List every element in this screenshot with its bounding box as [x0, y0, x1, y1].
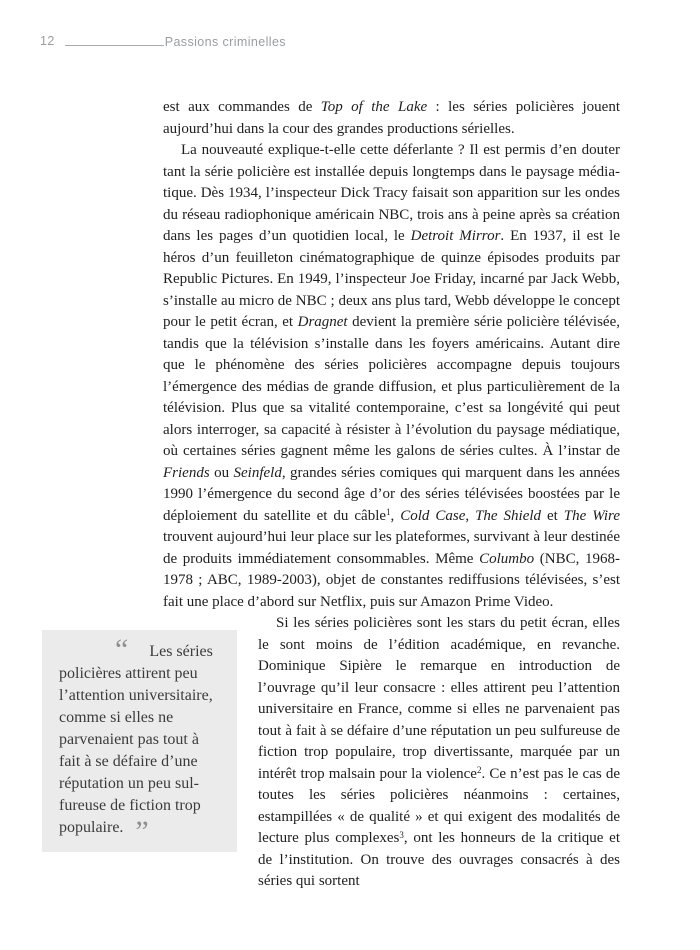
paragraph-history: La nouveauté explique-t-elle cette déferlante ? Il est permis d’en douter tant la série policière est installée depuis longtemps dans le paysage médiatique. Dès 1934, l’inspecteur Dick Tracy faisait son apparition sur les ondes du réseau radiophonique américain NBC, trois ans à peine après sa création dans les pages d’un quotidien local, le Detroit Mirror. En 1937, il est le héros d’un feuilleton cinématographique de quinze épisodes produits par Republic Pictures. En 1949, l’inspecteur Joe Friday, incarné par Jack Webb, s’installe au micro de NBC ; deux ans plus tard, Webb développe le concept pour le petit écran, et Dragnet devient la première série policière télévisée, tandis que la télévision s’installe dans les foyers américains. Autant dire que le phénomène des séries policières accompagne depuis toujours l’émergence des médias de grande diffusion, et plus particulièrement de la télévision. Plus que sa vitalité contemporaine, c’est sa longévité qui peut alors interroger, sa capacité à résister à l’évolution du paysage médiatique, où certaines séries gagnent même les galons de séries cultes. À l’instar de Friends ou Seinfeld, grandes séries comiques qui marquent dans les années 1990 l’émergence du second âge d’or des séries télévisées boostées par le déploiement du satellite et du câble$^1$, Cold Case, The Shield et The Wire trouvent aujourd’hui leur place sur les plateformes, survivant à leur destinée de produits immédiatement consommables. Même Columbo (NBC, 1968-1978 ; ABC, 1989-2003), objet de constantes rediffusions télévisées, s’est fait une place d’abord sur Netflix, puis sur Amazon Prime Video.	[163, 142, 621, 610]
paragraph-academic: Si les séries policières sont les stars du petit écran, elles le sont moins de l’édition académique, en revanche. Dominique Sipière le remarque en introduction de l’ouvrage qu’il leur consacre : elles attirent peu l’attention universitaire en France, comme si elles ne parvenaient pas tout à fait à se défaire d’une réputation un peu sulfureuse de fiction trop populaire, trop divertissante, marquée par un intérêt trop malsain pour la violence$^2$. Ce n’est pas le cas de toutes les séries policières néanmoins : certaines, estampillées « de qualité » et qui exigent des modalités de lecture plus complexes$^3$, ont les honneurs de la critique et de l’institution. On trouve des ouvrages consacrés à des séries qui sortent	[258, 615, 621, 889]
page-number: 12	[40, 34, 55, 48]
pull-quote-body-text: Les séries policières attirent peu l’attention universitaire, comme si elles ne parvenaient pas tout à fait à se défaire d’une réputation un peu sulfureuse de fiction trop populaire.	[59, 643, 213, 836]
pull-quote-box	[42, 630, 237, 852]
close-quote-mark: ”	[135, 815, 148, 848]
paragraph-continuation: est aux commandes de Top of the Lake : les séries policières jouent aujourd’hui dans la cour des grandes productions sérielles.	[163, 99, 620, 137]
text-column	[59, 97, 621, 893]
quote-row	[59, 613, 621, 893]
running-title: Passions criminelles	[164, 35, 286, 49]
running-header	[40, 34, 660, 49]
open-quote-mark: “	[115, 633, 128, 666]
pull-quote-text	[59, 633, 220, 848]
header-rule	[65, 45, 164, 46]
